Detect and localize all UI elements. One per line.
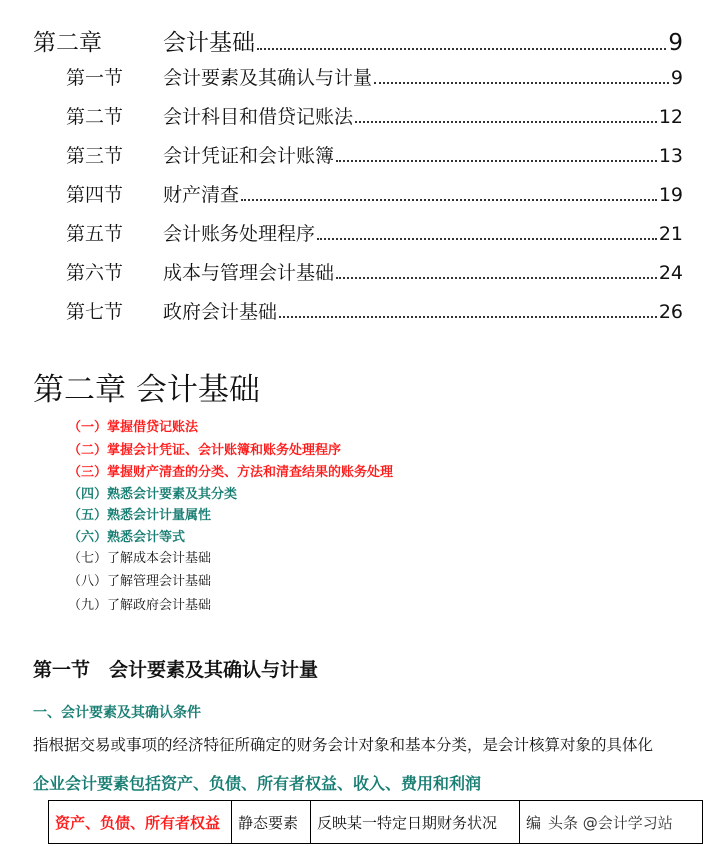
table-cell: 编 <box>520 801 703 844</box>
toc-num: 第三节 <box>66 145 124 167</box>
objective-item: （二）掌握会计凭证、会计账簿和账务处理程序 <box>68 443 342 458</box>
toc-title: 成本与管理会计基础 24 <box>163 262 683 284</box>
section-title: 第一节 会计要素及其确认与计量 <box>33 659 319 681</box>
toc-title: 会计基础 9 <box>163 30 683 56</box>
objective-item: （七）了解成本会计基础 <box>68 551 212 566</box>
leader-dots <box>241 199 657 201</box>
toc-page: 19 <box>658 184 683 206</box>
toc-title: 会计凭证和会计账簿 13 <box>163 145 683 167</box>
toc-title: 政府会计基础 26 <box>163 301 683 323</box>
leader-dots <box>355 121 657 123</box>
toc-page: 24 <box>658 262 683 284</box>
toc-title: 会计科目和借贷记账法 12 <box>163 106 683 128</box>
subheading: 一、会计要素及其确认条件 <box>33 705 201 721</box>
objective-item: （三）掌握财产清查的分类、方法和清查结果的账务处理 <box>68 465 394 480</box>
toc-title: 会计要素及其确认与计量 9 <box>163 67 683 89</box>
objective-item: （五）熟悉会计计量属性 <box>68 508 212 523</box>
toc-num: 第五节 <box>66 223 124 245</box>
toc-page: 12 <box>658 106 683 128</box>
toc-num: 第二节 <box>66 106 124 128</box>
paragraph: 指根据交易或事项的经济特征所确定的财务会计对象和基本分类，是会计核算对象的具体化 <box>33 736 654 754</box>
leader-dots <box>257 48 666 50</box>
leader-dots <box>279 316 657 318</box>
leader-dots <box>317 238 657 240</box>
elements-heading: 企业会计要素包括资产、负债、所有者权益、收入、费用和利润 <box>33 774 482 793</box>
toc-page: 13 <box>658 145 683 167</box>
toc-num: 第二章 <box>33 30 102 56</box>
leader-dots <box>336 160 657 162</box>
table-cell: 资产、负债、所有者权益 <box>49 801 232 844</box>
toc-page: 21 <box>658 223 683 245</box>
toc-page: 9 <box>670 67 683 89</box>
toc-num: 第一节 <box>66 67 124 89</box>
objective-item: （九）了解政府会计基础 <box>68 598 212 613</box>
objective-item: （八）了解管理会计基础 <box>68 574 212 589</box>
toc-page: 9 <box>668 30 683 56</box>
toc-num: 第六节 <box>66 262 124 284</box>
leader-dots <box>374 82 669 84</box>
objective-item: （六）熟悉会计等式 <box>68 530 186 545</box>
toc-num: 第四节 <box>66 184 124 206</box>
objective-item: （四）熟悉会计要素及其分类 <box>68 487 238 502</box>
chapter-heading: 第二章 会计基础 <box>33 372 260 408</box>
leader-dots <box>336 277 657 279</box>
objective-item: （一）掌握借贷记账法 <box>68 420 199 435</box>
toc-num: 第七节 <box>66 301 124 323</box>
toc-title: 财产清查 19 <box>163 184 683 206</box>
watermark: 头条 @会计学习站 <box>548 814 673 832</box>
table-cell: 静态要素 <box>232 801 311 844</box>
table-cell: 反映某一特定日期财务状况 <box>311 801 520 844</box>
toc-title: 会计账务处理程序 21 <box>163 223 683 245</box>
toc-page: 26 <box>658 301 683 323</box>
